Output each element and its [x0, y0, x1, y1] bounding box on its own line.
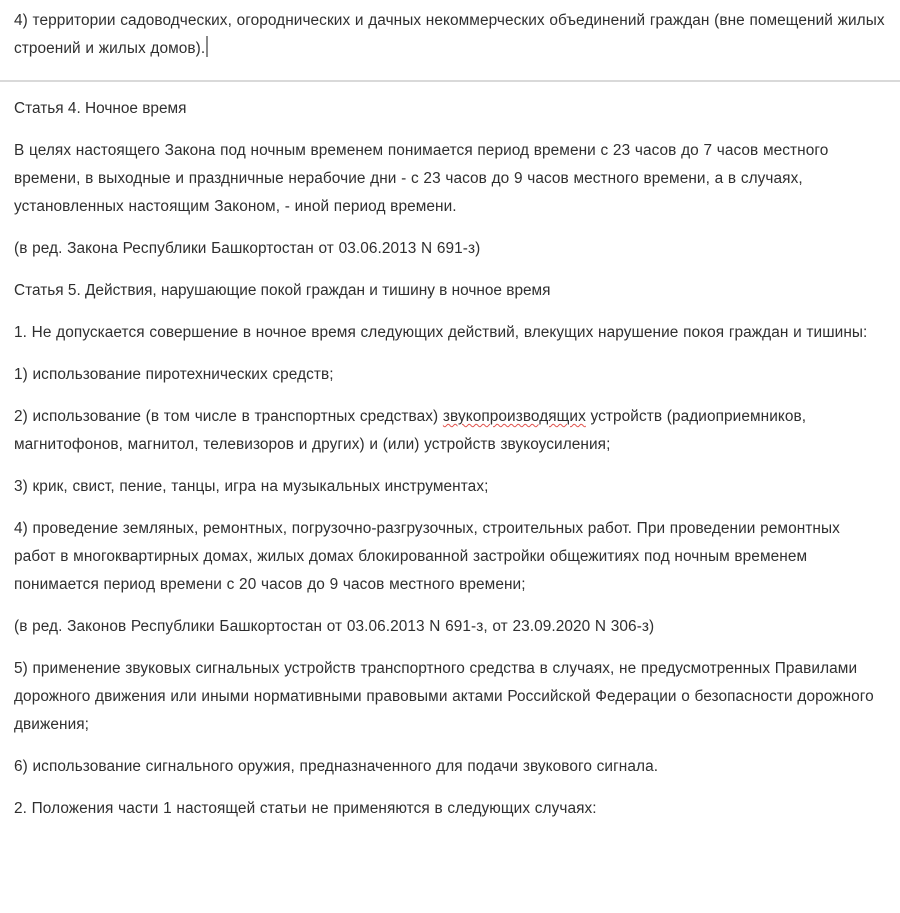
article-5-part-1-intro[interactable]: 1. Не допускается совершение в ночное время следующих действий, влекущих нарушение покоя граждан и тишины: [14, 324, 868, 341]
article-5-item-1[interactable]: 1) использование пиротехнических средств; [14, 366, 334, 383]
article-5-item-4[interactable]: 4) проведение земляных, ремонтных, погрузочно-разгрузочных, строительных работ. При проведении ремонтных работ в многоквартирных домах, жилых домах блокированной застройки общежитиях под ночным временем понимается период времени с 20 часов до 9 часов местного времени; [14, 520, 840, 593]
item-2-prefix: 2) использование (в том числе в транспортных средствах) [14, 408, 443, 425]
document-body [0, 82, 900, 823]
previous-article-tail [0, 0, 900, 63]
paragraph-territories[interactable] [14, 7, 886, 63]
article-5-item-3[interactable]: 3) крик, свист, пение, танцы, игра на музыкальных инструментах; [14, 478, 489, 495]
paragraph-territories-text: 4) территории садоводческих, огороднических и дачных некоммерческих объединений граждан (вне помещений жилых строений и жилых домов). [14, 12, 885, 57]
article-5-heading: Статья 5. Действия, нарушающие покой граждан и тишину в ночное время [14, 282, 551, 299]
article-5-item-2[interactable] [14, 403, 886, 459]
article-4-amendment-note[interactable]: (в ред. Закона Республики Башкортостан от 03.06.2013 N 691-з) [14, 240, 481, 257]
article-4-body[interactable]: В целях настоящего Закона под ночным временем понимается период времени с 23 часов до 7 часов местного времени, в выходные и праздничные нерабочие дни - с 23 часов до 9 часов местного времени, а в случаях, установленных настоящим Законом, - иной период времени. [14, 142, 829, 215]
article-4-heading: Статья 4. Ночное время [14, 100, 187, 117]
text-caret [206, 36, 208, 57]
article-5-part-2-intro[interactable]: 2. Положения части 1 настоящей статьи не применяются в следующих случаях: [14, 800, 597, 817]
article-5-item-6[interactable]: 6) использование сигнального оружия, предназначенного для подачи звукового сигнала. [14, 758, 659, 775]
article-5-item-5[interactable]: 5) применение звуковых сигнальных устройств транспортного средства в случаях, не предусмотренных Правилами дорожного движения или иными нормативными правовыми актами Российской Федерации о безопасности дорожного движения; [14, 660, 874, 733]
item-2-suffix: устройств (радиоприемников, магнитофонов, магнитол, телевизоров и других) и (или) устройств звукоусиления; [14, 408, 807, 453]
spellcheck-misspelled-word[interactable]: звукопроизводящих [442, 408, 586, 425]
article-5-amendment-note[interactable]: (в ред. Законов Республики Башкортостан от 03.06.2013 N 691-з, от 23.09.2020 N 306-з) [14, 618, 655, 635]
